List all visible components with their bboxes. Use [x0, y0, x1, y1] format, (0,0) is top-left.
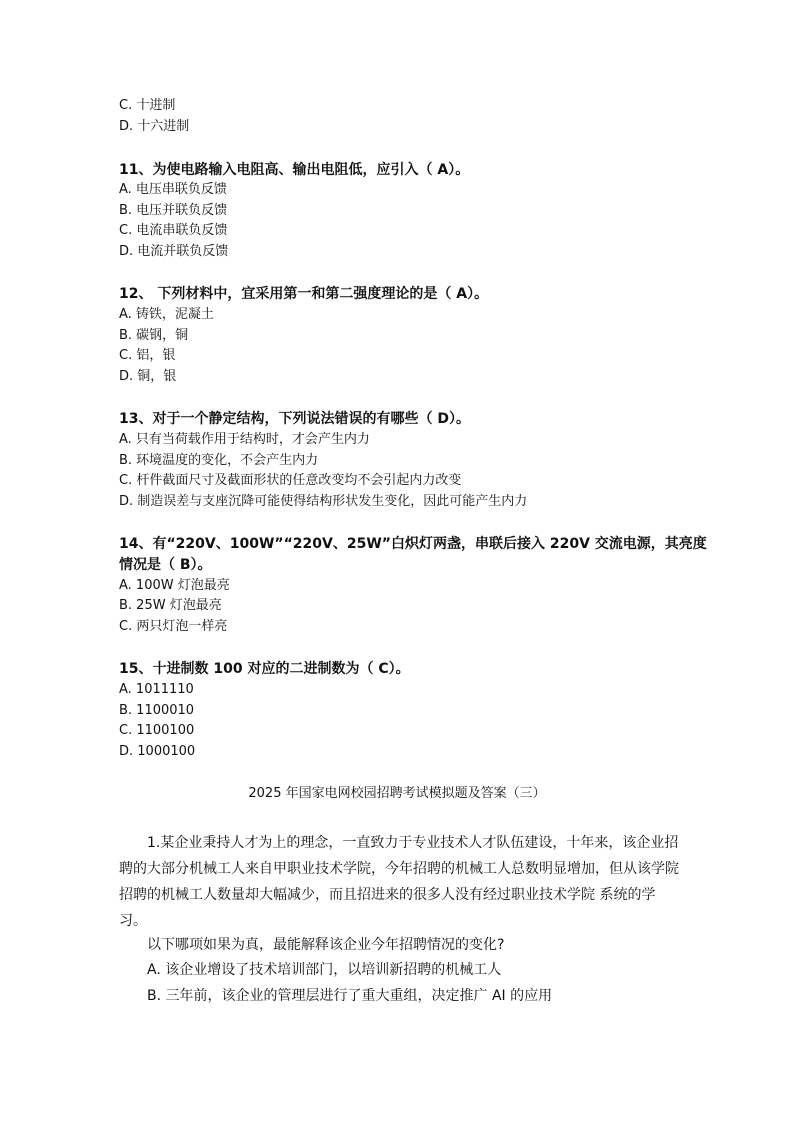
q11-option-b: B. 电压并联负反馈 — [119, 203, 228, 218]
choice-a: A. 该企业增设了技术培训部门，以培训新招聘的机械工人 — [147, 962, 502, 978]
q11-option-a: A. 电压串联负反馈 — [119, 182, 227, 197]
q14-stem-line2: 情况是（ B）。 — [119, 557, 212, 573]
q12-option-a: A. 铸铁，泥凝土 — [119, 307, 214, 322]
q13-stem: 13、对于一个静定结构，下列说法错误的有哪些（ D）。 — [119, 411, 470, 427]
section-title: 2025 年国家电网校园招聘考试模拟题及答案（三） — [248, 786, 546, 801]
q11-option-c: C. 电流串联负反馈 — [119, 223, 228, 238]
q12-option-d: D. 铜，银 — [119, 369, 177, 384]
q14-option-b: B. 25W 灯泡最亮 — [119, 598, 222, 613]
q13-option-b: B. 环境温度的变化，不会产生内力 — [119, 453, 319, 468]
q12-option-b: B. 碳钢，铜 — [119, 328, 189, 343]
question-prompt: 以下哪项如果为真，最能解释该企业今年招聘情况的变化? — [147, 937, 505, 953]
q12-stem: 12、 下列材料中，宜采用第一和第二强度理论的是（ A）。 — [119, 286, 489, 302]
question-paragraph: 1.某企业秉持人才为上的理念，一直致力于专业技术人才队伍建设，十年来，该企业招聘的大部分机械工人来自甲职业技术学院，今年招聘的机械工人总数明显增加，但从该学院招聘的机械工人数量却大幅减少，而且招进来的很多人没有经过职业技术学院 系统的学习。 — [119, 835, 679, 929]
q15-option-d: D. 1000100 — [119, 744, 196, 759]
q13-option-d: D. 制造误差与支座沉降可能使得结构形状发生变化，因此可能产生内力 — [119, 494, 528, 509]
q15-option-b: B. 1100010 — [119, 703, 195, 718]
q11-option-d: D. 电流并联负反馈 — [119, 244, 229, 259]
q11-stem: 11、为使电路输入电阻高、输出电阻低，应引入（ A）。 — [119, 162, 470, 178]
q15-stem: 15、十进制数 100 对应的二进制数为（ C）。 — [119, 661, 410, 677]
q14-option-a: A. 100W 灯泡最亮 — [119, 578, 230, 593]
q12-option-c: C. 铝，银 — [119, 348, 176, 363]
q14-stem-line1: 14、有“220V、100W”“220V、25W”白炽灯两盏，串联后接入 220V 交流电源，其亮度 — [119, 536, 707, 552]
q13-option-c: C. 杆件截面尺寸及截面形状的任意改变均不会引起内力改变 — [119, 473, 462, 488]
q10-option-d: D. 十六进制 — [119, 119, 190, 134]
q14-option-c: C. 两只灯泡一样亮 — [119, 619, 228, 634]
q15-option-a: A. 1011110 — [119, 682, 194, 697]
q10-option-c: C. 十进制 — [119, 98, 176, 113]
q15-option-c: C. 1100100 — [119, 723, 195, 738]
q13-option-a: A. 只有当荷载作用于结构时，才会产生内力 — [119, 432, 370, 447]
choice-b: B. 三年前，该企业的管理层进行了重大重组，决定推广 AI 的应用 — [147, 988, 553, 1004]
